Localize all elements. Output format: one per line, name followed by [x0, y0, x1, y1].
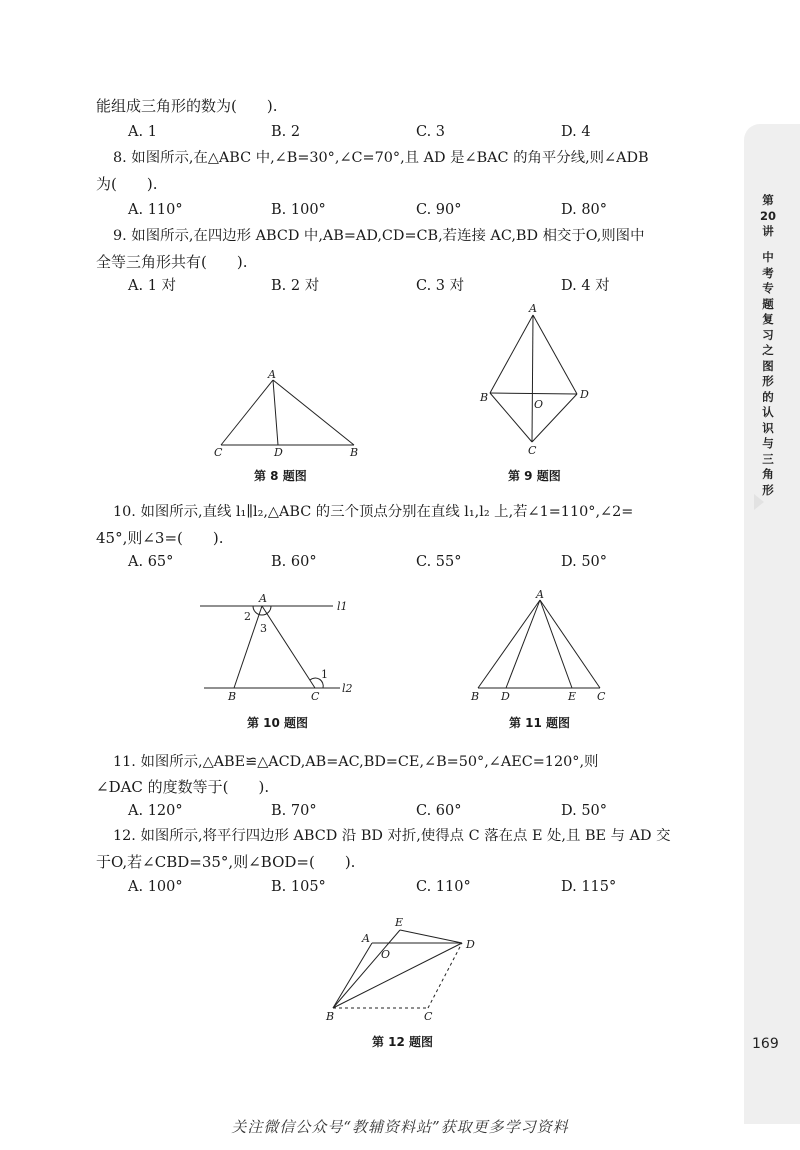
fig9-segment-ab [490, 315, 533, 393]
q11-option-a: A. 120° [128, 803, 183, 819]
figure-11 [460, 585, 620, 705]
fig8-segment-ab [273, 380, 354, 445]
q9-option-d: D. 4 对 [561, 278, 610, 294]
fig8-segment-ad [273, 380, 278, 445]
q8-option-b: B. 100° [271, 202, 326, 218]
fig10-label-3: 3 [260, 622, 267, 635]
q8-option-a: A. 110° [128, 202, 183, 218]
q9-line2: 全等三角形共有( ). [96, 253, 248, 271]
fig12-segment-ed [400, 930, 462, 943]
fig11-label-c: C [597, 690, 606, 703]
fig8-caption: 第 8 题图 [254, 469, 307, 483]
q11-line1: 11. 如图所示,△ABE≌△ACD,AB=AC,BD=CE,∠B=50°,∠AEC=120°,则 [113, 754, 599, 770]
fig9-segment-bc [490, 393, 532, 442]
fig8-label-d: D [274, 446, 283, 459]
q9-option-b: B. 2 对 [271, 278, 320, 294]
fig12-caption: 第 12 题图 [372, 1035, 434, 1049]
fig11-label-e: E [568, 690, 577, 703]
fig10-segment-ac [262, 606, 315, 688]
q9-option-c: C. 3 对 [416, 278, 465, 294]
q10-option-d: D. 50° [561, 554, 608, 570]
q8-line1: 8. 如图所示,在△ABC 中,∠B=30°,∠C=70°,且 AD 是∠BAC 的角平分线,则∠ADB [113, 150, 649, 166]
fig9-label-a: A [529, 302, 537, 315]
q12-line1: 12. 如图所示,将平行四边形 ABCD 沿 BD 对折,使得点 C 落在点 E 处,且 BE 与 AD 交 [113, 828, 671, 844]
fig10-label-c: C [311, 690, 320, 703]
q10-line1: 10. 如图所示,直线 l₁∥l₂,△ABC 的三个顶点分别在直线 l₁,l₂ 上,若∠1=110°,∠2= [113, 504, 634, 520]
fig11-caption: 第 11 题图 [509, 716, 571, 730]
q11-option-b: B. 70° [271, 803, 317, 819]
fig12-label-e: E [395, 916, 404, 929]
q7-option-a: A. 1 [128, 124, 157, 140]
fig12-label-o: O [381, 948, 391, 961]
q12-option-b: B. 105° [271, 879, 326, 895]
figure-12 [320, 912, 490, 1027]
figure-9 [470, 300, 600, 465]
q7-option-c: C. 3 [416, 124, 446, 140]
fig11-label-a: A [536, 588, 544, 601]
fig10-label-2: 2 [244, 610, 251, 623]
q11-option-d: D. 50° [561, 803, 608, 819]
q8-option-d: D. 80° [561, 202, 608, 218]
q9-line1: 9. 如图所示,在四边形 ABCD 中,AB=AD,CD=CB,若连接 AC,BD 相交于O,则图中 [113, 228, 645, 244]
fig11-segment-ac [540, 600, 600, 688]
fig9-label-b: B [480, 391, 489, 404]
fig9-segment-bd [490, 393, 577, 394]
fig9-label-o: O [534, 398, 544, 411]
fig9-segment-ac [532, 315, 533, 442]
fig9-caption: 第 9 题图 [508, 469, 561, 483]
fig11-segment-ae [540, 600, 572, 688]
fig9-label-d: D [580, 388, 589, 401]
fig11-segment-ad [506, 600, 540, 688]
q7-option-d: D. 4 [561, 124, 591, 140]
fig10-label-l2: l2 [342, 682, 353, 695]
fig10-label-a: A [259, 592, 267, 605]
footer-note: 关注微信公众号“教辅资料站”获取更多学习资料 [231, 1118, 569, 1136]
fig10-caption: 第 10 题图 [247, 716, 309, 730]
q8-option-c: C. 90° [416, 202, 462, 218]
fig11-segment-ab [478, 600, 540, 688]
fig8-label-c: C [214, 446, 223, 459]
figure-10 [190, 590, 360, 705]
q8-line2: 为( ). [96, 175, 158, 193]
fig10-label-l1: l1 [337, 600, 348, 613]
q12-option-d: D. 115° [561, 879, 617, 895]
fig8-segment-ca [221, 380, 273, 445]
fig9-segment-ad [533, 315, 577, 394]
chapter-topic: 中考专题复习之图形的认识与三角形 [762, 250, 774, 497]
fig10-label-b: B [228, 690, 237, 703]
lecture-label: 第20讲 [760, 193, 777, 238]
fig10-label-1: 1 [321, 668, 328, 681]
q12-line2: 于O,若∠CBD=35°,则∠BOD=( ). [96, 853, 356, 871]
q10-line2: 45°,则∠3=( ). [96, 529, 224, 547]
q9-option-a: A. 1 对 [128, 278, 177, 294]
page-number: 169 [752, 1036, 779, 1052]
fig12-label-d: D [466, 938, 475, 951]
q12-option-c: C. 110° [416, 879, 471, 895]
fig9-label-c: C [528, 444, 537, 457]
fig11-label-b: B [471, 690, 480, 703]
q12-option-a: A. 100° [128, 879, 183, 895]
fig12-label-b: B [326, 1010, 335, 1023]
q10-option-c: C. 55° [416, 554, 462, 570]
fig11-label-d: D [501, 690, 510, 703]
q10-option-b: B. 60° [271, 554, 317, 570]
fig8-label-a: A [268, 368, 276, 381]
figure-8 [200, 365, 380, 465]
fig12-segment-cd [428, 943, 462, 1008]
q7-stem-tail: 能组成三角形的数为( ). [96, 97, 278, 115]
q7-option-b: B. 2 [271, 124, 301, 140]
q11-line2: ∠DAC 的度数等于( ). [96, 778, 270, 796]
q11-option-c: C. 60° [416, 803, 462, 819]
fig12-label-a: A [362, 932, 370, 945]
q10-option-a: A. 65° [128, 554, 174, 570]
fig8-label-b: B [350, 446, 359, 459]
fig12-label-c: C [424, 1010, 433, 1023]
